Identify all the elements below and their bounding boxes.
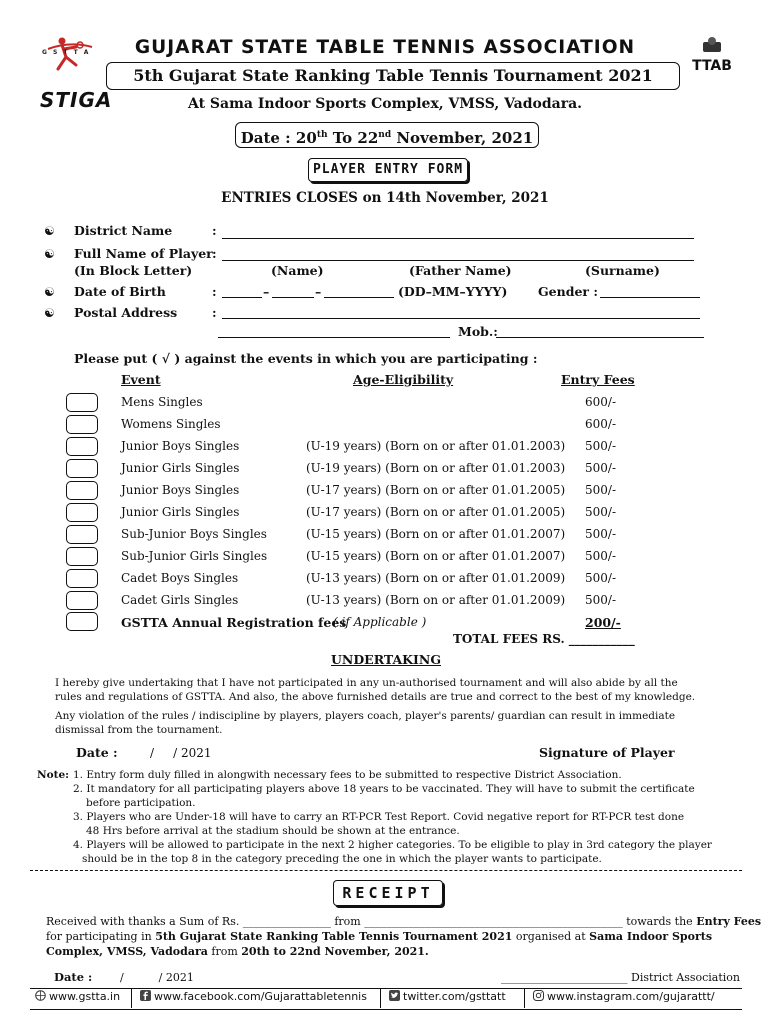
- instagram-icon: [533, 990, 544, 1001]
- event-name: Junior Girls Singles: [121, 461, 240, 475]
- gstta-logo-text: G S T T A: [42, 49, 91, 56]
- receipt-date-label: Date :: [54, 970, 93, 984]
- event-fee: 500/-: [585, 593, 617, 607]
- bullet-icon: ☯: [44, 224, 55, 238]
- mob-label: Mob.:: [458, 324, 498, 339]
- undertaking-heading: UNDERTAKING: [331, 652, 441, 667]
- date-suffix: November, 2021: [391, 129, 534, 147]
- tournament-title: 5th Gujarat State Ranking Table Tennis Tournament 2021: [106, 62, 680, 90]
- dob-day-input[interactable]: [222, 297, 262, 298]
- footer-web-text: www.gstta.in: [49, 990, 121, 1003]
- event-fee: 500/-: [585, 483, 617, 497]
- footer-web[interactable]: [35, 990, 120, 1003]
- undertaking-line-4: dismissal from the tournament.: [55, 724, 223, 736]
- postal-label: Postal Address: [74, 305, 178, 320]
- receipt-line-2: [46, 929, 712, 944]
- postal-input-line-2[interactable]: [218, 337, 450, 338]
- event-fee: 500/-: [585, 571, 617, 585]
- event-age: (U-19 years) (Born on or after 01.01.2003): [306, 439, 566, 453]
- event-age: (U-19 years) (Born on or after 01.01.2003): [306, 461, 566, 475]
- gender-input[interactable]: [600, 297, 700, 298]
- fees-header: Entry Fees: [561, 372, 635, 387]
- footer-twitter-text: twitter.com/gsttatt: [403, 990, 506, 1003]
- receipt-entry-fees: Entry Fees: [696, 915, 762, 928]
- event-fee: 500/-: [585, 505, 617, 519]
- dob-format: (DD–MM–YYYY): [398, 284, 508, 299]
- footer-twitter[interactable]: [389, 990, 506, 1003]
- signature-label: Signature of Player: [539, 745, 675, 760]
- event-checkbox[interactable]: [66, 503, 98, 522]
- facebook-icon: [140, 990, 151, 1001]
- bullet-icon: ☯: [44, 306, 55, 320]
- gender-label: Gender :: [538, 284, 598, 299]
- full-name-colon: :: [212, 246, 217, 261]
- events-instruction: Please put ( √ ) against the events in which you are participating :: [74, 351, 538, 366]
- district-label: District Name: [74, 223, 173, 238]
- event-checkbox[interactable]: [66, 393, 98, 412]
- event-name: Junior Boys Singles: [121, 483, 240, 497]
- receipt-venue-2: Complex, VMSS, Vadodara: [46, 945, 208, 958]
- full-name-input[interactable]: [222, 260, 694, 261]
- date-sup-2: nd: [378, 130, 392, 140]
- event-name: Mens Singles: [121, 395, 203, 409]
- postal-colon: :: [212, 305, 217, 320]
- form-title: PLAYER ENTRY FORM: [308, 158, 468, 182]
- date-prefix: Date : 20: [240, 129, 317, 147]
- note-4b: should be in the top 8 in the category preceding the one in which the player wants to participate.: [82, 853, 602, 865]
- bullet-icon: ☯: [44, 247, 55, 261]
- postal-input-line-1[interactable]: [222, 318, 700, 319]
- total-fees: TOTAL FEES RS. ___________: [453, 632, 635, 646]
- event-checkbox[interactable]: [66, 547, 98, 566]
- note-1: 1. Entry form duly filled in alongwith necessary fees to be submitted to respective District Association.: [73, 769, 622, 781]
- undertaking-date-value[interactable]: / / 2021: [150, 746, 212, 760]
- district-input[interactable]: [222, 238, 694, 239]
- note-2b: before participation.: [86, 797, 196, 809]
- footer-instagram[interactable]: [533, 990, 715, 1003]
- venue: At Sama Indoor Sports Complex, VMSS, Vadodara.: [187, 96, 583, 112]
- event-checkbox[interactable]: [66, 481, 98, 500]
- receipt-line-1-text: Received with thanks a Sum of Rs. ________________ from _______________________________________________ towards the: [46, 915, 693, 928]
- receipt-dates: 20th to 22nd November, 2021.: [241, 945, 429, 958]
- mob-input[interactable]: [496, 337, 704, 338]
- event-fee: 500/-: [585, 549, 617, 563]
- association-title: GUJARAT STATE TABLE TENNIS ASSOCIATION: [134, 36, 636, 58]
- footer-instagram-text: www.instagram.com/gujarattt/: [547, 990, 715, 1003]
- event-fee: 600/-: [585, 395, 617, 409]
- receipt-line-1: [46, 914, 761, 929]
- father-name-column: (Father Name): [409, 263, 512, 278]
- note-label: Note:: [37, 769, 70, 781]
- undertaking-line-3: Any violation of the rules / indiscipline by players, players coach, player's parents/ guardian can result in immediate: [55, 710, 676, 722]
- entries-close: ENTRIES CLOSES on 14th November, 2021: [221, 190, 549, 206]
- receipt-line-3: [46, 944, 429, 959]
- full-name-label: Full Name of Player: [74, 246, 213, 261]
- event-fee: 500/-: [585, 527, 617, 541]
- event-age: (U-13 years) (Born on or after 01.01.2009): [306, 571, 566, 585]
- annual-fee-value: 200/-: [585, 615, 621, 630]
- stiga-logo: STIGA: [40, 88, 113, 112]
- note-4a: 4. Players will be allowed to participate in the next 2 higher categories. To be eligible to play in 3rd category the player: [73, 839, 712, 851]
- event-checkbox[interactable]: [66, 437, 98, 456]
- event-name: Womens Singles: [121, 417, 221, 431]
- event-age: (U-15 years) (Born on or after 01.01.2007): [306, 527, 566, 541]
- event-checkbox[interactable]: [66, 569, 98, 588]
- receipt-from: from: [211, 945, 238, 958]
- receipt-venue: Sama Indoor Sports: [589, 930, 713, 943]
- receipt-title: RECEIPT: [333, 880, 443, 906]
- event-age: (U-17 years) (Born on or after 01.01.2005): [306, 505, 566, 519]
- block-letter-hint: (In Block Letter): [74, 263, 193, 278]
- event-name: Cadet Girls Singles: [121, 593, 239, 607]
- globe-icon: [35, 990, 46, 1001]
- twitter-icon: [389, 990, 400, 1001]
- event-fee: 500/-: [585, 461, 617, 475]
- surname-column: (Surname): [585, 263, 660, 278]
- event-checkbox[interactable]: [66, 612, 98, 631]
- name-column: (Name): [271, 263, 324, 278]
- event-name: Sub-Junior Girls Singles: [121, 549, 268, 563]
- event-checkbox[interactable]: [66, 459, 98, 478]
- event-name: Cadet Boys Singles: [121, 571, 239, 585]
- tournament-dates: [235, 122, 539, 148]
- event-fee: 600/-: [585, 417, 617, 431]
- event-name: Sub-Junior Boys Singles: [121, 527, 267, 541]
- note-2a: 2. It mandatory for all participating players above 18 years to be vaccinated. They will have to submit the certificate: [73, 783, 695, 795]
- note-3b: 48 Hrs before arrival at the stadium should be shown at the entrance.: [86, 825, 460, 837]
- footer-facebook-text: www.facebook.com/Gujarattabletennis: [154, 990, 367, 1003]
- event-checkbox[interactable]: [66, 525, 98, 544]
- undertaking-date-label: Date :: [76, 745, 118, 760]
- event-checkbox[interactable]: [66, 415, 98, 434]
- district-colon: :: [212, 223, 217, 238]
- date-sup-1: th: [316, 130, 328, 140]
- event-name: Junior Girls Singles: [121, 505, 240, 519]
- note-3a: 3. Players who are Under-18 will have to carry an RT-PCR Test Report. Covid negative report for RT-PCR test done: [73, 811, 685, 823]
- undertaking-line-2: rules and regulations of GSTTA. And also, the above furnished details are true and correct to the best of my knowledge.: [55, 691, 696, 703]
- event-checkbox[interactable]: [66, 591, 98, 610]
- event-header: Event: [121, 372, 161, 387]
- annual-fee-note: ( if Applicable ): [333, 615, 427, 629]
- event-name: Junior Boys Singles: [121, 439, 240, 453]
- dob-year-input[interactable]: [324, 297, 394, 298]
- receipt-date-value[interactable]: / / 2021: [120, 971, 194, 984]
- receipt-line-2c: organised at: [515, 930, 586, 943]
- bullet-icon: ☯: [44, 285, 55, 299]
- dob-month-input[interactable]: [272, 297, 314, 298]
- receipt-district: _______________________ District Association: [501, 971, 740, 984]
- age-header: Age-Eligibility: [353, 372, 454, 387]
- dob-label: Date of Birth: [74, 284, 166, 299]
- event-age: (U-13 years) (Born on or after 01.01.2009): [306, 593, 566, 607]
- annual-fee-label: GSTTA Annual Registration fees: [121, 615, 347, 630]
- ttab-logo-text: TTAB: [692, 58, 732, 74]
- dob-colon: :: [212, 284, 217, 299]
- receipt-line-2a: for participating in: [46, 930, 152, 943]
- event-fee: 500/-: [585, 439, 617, 453]
- undertaking-line-1: I hereby give undertaking that I have not participated in any un-authorised tournament and will also abide by all the: [55, 677, 678, 689]
- event-age: (U-17 years) (Born on or after 01.01.2005): [306, 483, 566, 497]
- cut-line: [30, 870, 742, 871]
- footer-facebook[interactable]: [140, 990, 367, 1003]
- date-mid: To 22: [327, 129, 379, 147]
- event-age: (U-15 years) (Born on or after 01.01.2007): [306, 549, 566, 563]
- receipt-tournament: 5th Gujarat State Ranking Table Tennis Tournament 2021: [155, 930, 513, 943]
